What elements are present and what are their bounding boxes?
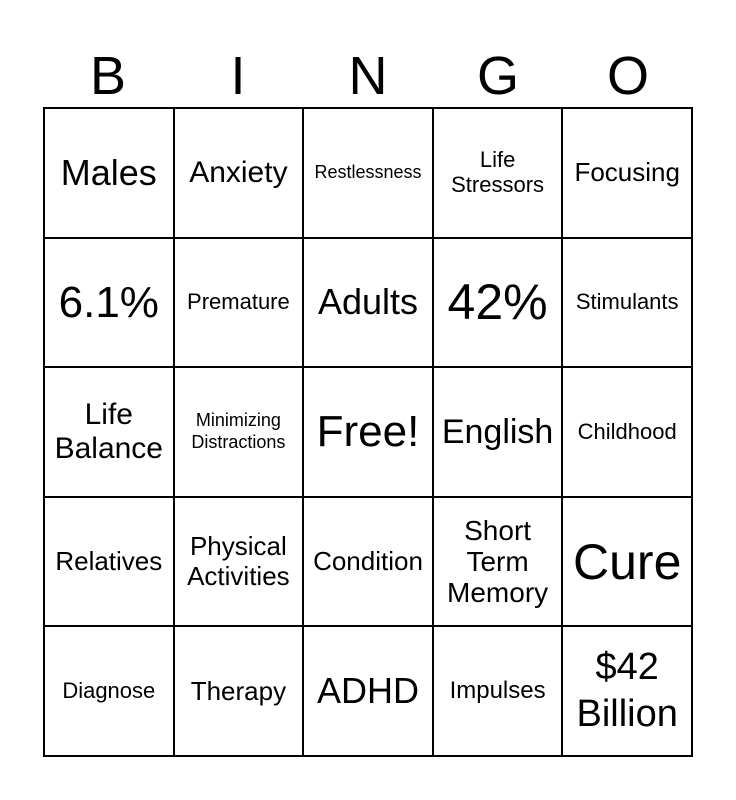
free-space[interactable] bbox=[304, 368, 434, 498]
bingo-cell[interactable] bbox=[434, 627, 564, 757]
bingo-cell[interactable] bbox=[304, 498, 434, 628]
cell-label: $42 Billion bbox=[576, 645, 678, 736]
cell-label: Anxiety bbox=[189, 156, 288, 189]
header-letter-i: I bbox=[230, 46, 246, 106]
bingo-cell[interactable] bbox=[175, 109, 305, 239]
cell-label: Therapy bbox=[190, 675, 287, 706]
cell-label: Diagnose bbox=[62, 677, 156, 703]
bingo-cell[interactable] bbox=[563, 109, 693, 239]
cell-label: English bbox=[441, 412, 554, 451]
bingo-header bbox=[43, 44, 693, 108]
bingo-cell[interactable] bbox=[45, 239, 175, 369]
cell-label: Free! bbox=[316, 407, 420, 457]
bingo-cell[interactable] bbox=[563, 498, 693, 628]
cell-label: Stimulants bbox=[575, 289, 679, 315]
cell-label: 42% bbox=[447, 274, 548, 331]
cell-label: Life Stressors bbox=[451, 147, 545, 197]
cell-label: ADHD bbox=[316, 670, 419, 712]
bingo-cell[interactable] bbox=[45, 627, 175, 757]
bingo-cell[interactable] bbox=[45, 368, 175, 498]
bingo-cell[interactable] bbox=[563, 627, 693, 757]
cell-label: Adults bbox=[317, 281, 419, 323]
bingo-cell[interactable] bbox=[304, 109, 434, 239]
bingo-cell[interactable] bbox=[175, 239, 305, 369]
header-letter-g: G bbox=[476, 46, 519, 106]
bingo-cell[interactable] bbox=[175, 368, 305, 498]
bingo-cell[interactable] bbox=[563, 239, 693, 369]
cell-label: Focusing bbox=[574, 157, 680, 188]
bingo-cell[interactable] bbox=[175, 498, 305, 628]
bingo-cell[interactable] bbox=[45, 498, 175, 628]
bingo-cell[interactable] bbox=[434, 368, 564, 498]
cell-label: Short Term Memory bbox=[447, 514, 549, 609]
cell-label: Condition bbox=[313, 546, 423, 577]
header-letter-b: B bbox=[89, 46, 127, 106]
bingo-cell[interactable] bbox=[434, 498, 564, 628]
cell-label: Restlessness bbox=[314, 162, 422, 182]
cell-label: Physical Activities bbox=[187, 531, 290, 591]
cell-label: Premature bbox=[187, 289, 290, 315]
bingo-board bbox=[43, 107, 693, 757]
cell-label: Life Balance bbox=[54, 398, 163, 465]
cell-label: Impulses bbox=[449, 676, 546, 704]
cell-label: Cure bbox=[573, 533, 682, 590]
bingo-cell[interactable] bbox=[434, 239, 564, 369]
bingo-cell[interactable] bbox=[304, 627, 434, 757]
cell-label: Males bbox=[60, 151, 157, 193]
cell-label: 6.1% bbox=[58, 277, 159, 327]
cell-label: Childhood bbox=[577, 418, 677, 444]
cell-label: Minimizing Distractions bbox=[191, 410, 286, 452]
bingo-cell[interactable] bbox=[175, 627, 305, 757]
cell-label: Relatives bbox=[55, 546, 163, 577]
header-letter-o: O bbox=[606, 46, 649, 106]
bingo-cell[interactable] bbox=[304, 239, 434, 369]
bingo-cell[interactable] bbox=[563, 368, 693, 498]
bingo-cell[interactable] bbox=[45, 109, 175, 239]
bingo-cell[interactable] bbox=[434, 109, 564, 239]
header-letter-n: N bbox=[348, 46, 388, 106]
